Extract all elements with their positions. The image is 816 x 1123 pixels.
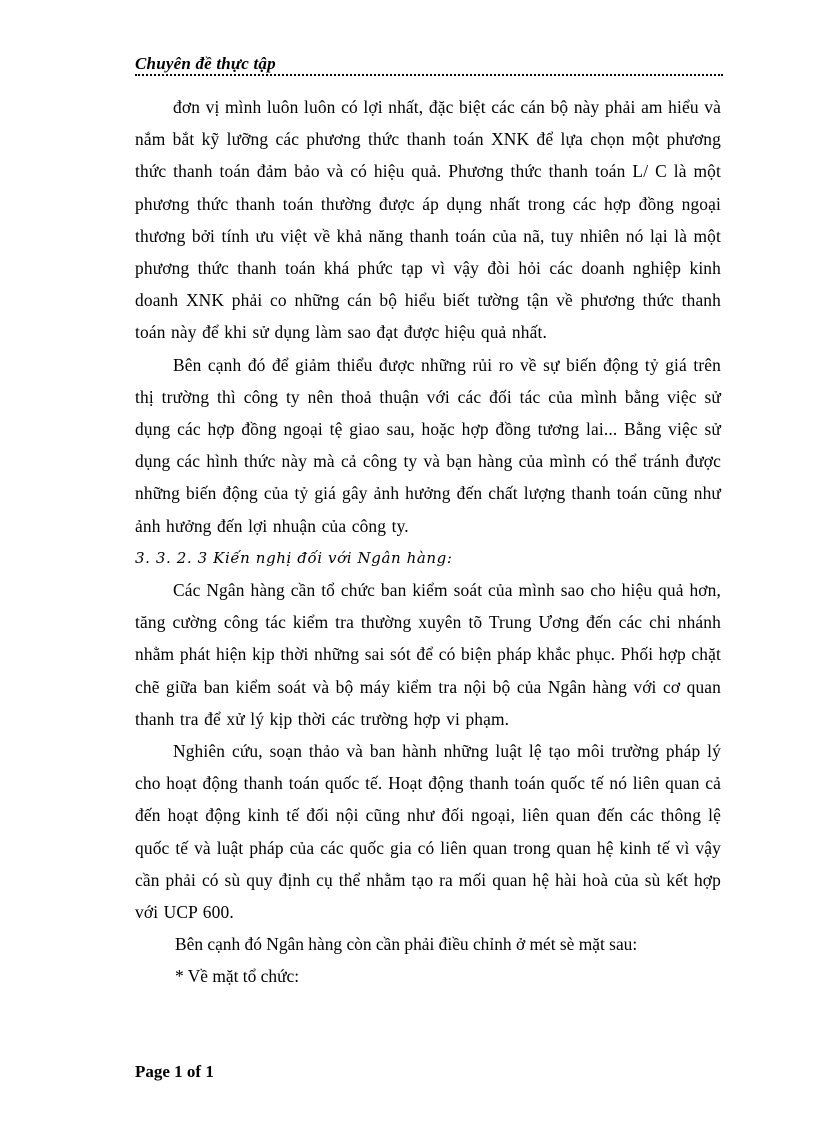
paragraph-legal-framework: Nghiên cứu, soạn thảo và ban hành những luật lệ tạo môi trường pháp lý cho hoạt động thanh toán quốc tế. Hoạt động thanh toán quốc tế nó liên quan cả đến hoạt động kinh tế đối nội cũng như đối ngoại, liên quan đến các thông lệ quốc tế và luật pháp của các quốc gia có liên quan trong quan hệ kinh tế vì vậy cần phải có sù quy định cụ thể nhằm tạo ra mối quan hệ hài hoà của sù kết hợp với UCP 600. <box>135 741 721 923</box>
list-item-organization: * Về mặt tổ chức: <box>175 966 300 987</box>
document-body <box>135 91 721 993</box>
page-footer: Page 1 of 1 <box>135 1062 214 1081</box>
page-header <box>135 50 723 78</box>
paragraph-payment-methods: đơn vị mình luôn luôn có lợi nhất, đặc biệt các cán bộ này phải am hiểu và nắm bắt kỹ lưỡng các phương thức thanh toán XNK để lựa chọn một phương thức thanh toán đảm bảo và có hiệu quả. Phương thức thanh toán L/ C là một phương thức thanh toán thường được áp dụng nhất trong các hợp đồng ngoại thương bởi tính ưu việt về khả năng thanh toán của nã, tuy nhiên nó lại là một phương thức thanh toán khá phức tạp vì vậy đòi hỏi các doanh nghiệp kinh doanh XNK phải co những cán bộ hiểu biết tường tận về phương thức thanh toán này để khi sử dụng làm sao đạt được hiệu quả nhất. <box>135 97 721 343</box>
paragraph-bank-supervision: Các Ngân hàng cần tổ chức ban kiểm soát của mình sao cho hiệu quả hơn, tăng cường công tác kiểm tra thường xuyên tõ Trung Ương đến các chi nhánh nhằm phát hiện kịp thời những sai sót để có biện pháp khắc phục. Phối hợp chặt chẽ giữa ban kiểm soát và bộ máy kiểm tra nội bộ của Ngân hàng với cơ quan thanh tra để xử lý kịp thời các trường hợp vi phạm. <box>135 580 721 729</box>
section-heading-bank-recommendations: 3. 3. 2. 3 Kiến nghị đối với Ngân hàng: <box>135 548 453 567</box>
header-dotted-rule <box>135 74 723 76</box>
paragraph-exchange-rate-risk: Bên cạnh đó để giảm thiểu được những rủi ro về sự biến động tỷ giá trên thị trường thì công ty nên thoả thuận với các đối tác của mình bằng việc sử dụng các hợp đồng ngoại tệ giao sau, hoặc hợp đồng tương lai... Bằng việc sử dụng các hình thức này mà cả công ty và bạn hàng của mình có thể tránh được những biến động của tỷ giá gây ảnh hưởng đến chất lượng thanh toán cũng như ảnh hưởng đến lợi nhuận của công ty. <box>135 354 721 536</box>
header-title: Chuyên đề thực tập <box>135 54 276 73</box>
paragraph-adjustments-intro: Bên cạnh đó Ngân hàng còn cần phải điều chỉnh ở mét sè mặt sau: <box>175 934 638 955</box>
